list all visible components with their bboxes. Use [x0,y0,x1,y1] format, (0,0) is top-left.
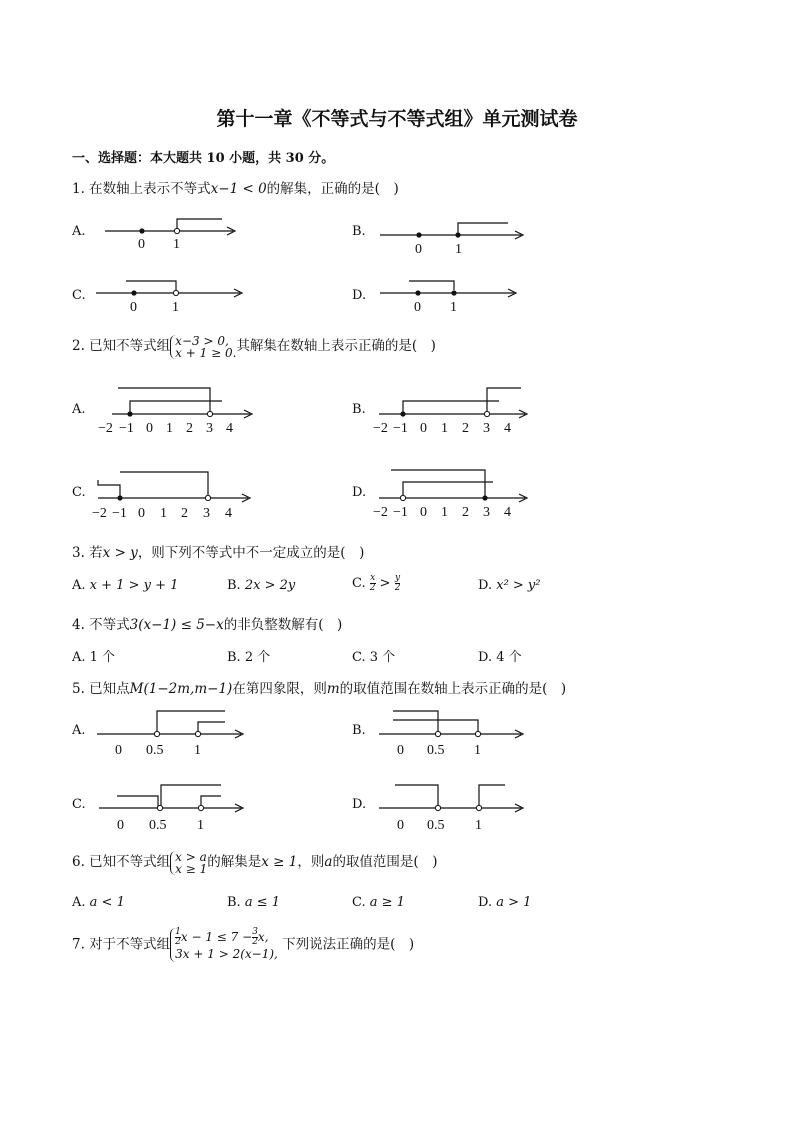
q1-number-line-d [378,274,528,314]
svg-text:2: 2 [181,506,188,521]
svg-text:0: 0 [420,505,427,520]
svg-text:0.5: 0.5 [146,743,164,758]
q1-option-d-label[interactable]: D. [352,288,367,303]
svg-text:1: 1 [441,421,448,436]
svg-text:1: 1 [160,506,167,521]
svg-text:0: 0 [397,743,404,758]
q5-option-c-label[interactable]: C. [72,797,86,812]
q2-option-c-label[interactable]: C. [72,485,86,500]
q1-number-line-a [100,212,250,252]
q4-option-a[interactable]: A. 1 个 [72,650,116,665]
q1-number-line-c [92,274,252,314]
svg-text:1: 1 [197,818,204,832]
svg-text:1: 1 [474,743,481,758]
q2-option-a-label[interactable]: A. [72,402,86,417]
q2-number-line-d [373,466,538,522]
q6-option-c[interactable]: C. a ≥ 1 [352,895,405,910]
svg-text:0.5: 0.5 [427,743,445,758]
svg-text:−1: −1 [112,506,127,521]
svg-text:−1: −1 [393,505,408,520]
svg-text:3: 3 [483,421,490,436]
q4-option-c[interactable]: C. 3 个 [352,650,396,665]
q1-option-b-label[interactable]: B. [352,224,366,239]
q3-option-d[interactable]: D. x² > y² [478,578,541,593]
svg-text:3: 3 [206,421,213,436]
svg-text:1: 1 [475,818,482,832]
svg-text:−1: −1 [393,421,408,436]
q3-option-a[interactable]: A. x + 1 > y + 1 [72,578,179,593]
question-4-stem: 4. 不等式3(x−1) ≤ 5−x的非负整数解有( ) [72,617,343,633]
tick-1: 1 [455,242,462,257]
svg-text:4: 4 [504,421,511,436]
svg-text:2: 2 [462,421,469,436]
question-7-stem: 7. 对于不等式组 $\frac{1}{2}$ x − 1 ≤ 7 − $\frac{3}{2}$ x, 3x + 1 > 2(x−1), 下列说法正确的是( ) [72,927,415,961]
q2-number-line-a [98,382,263,438]
svg-text:3: 3 [483,505,490,520]
svg-text:0: 0 [420,421,427,436]
q5-option-b-label[interactable]: B. [352,723,366,738]
q3-option-b[interactable]: B. 2x > 2y [227,578,296,593]
svg-text:−2: −2 [98,421,113,436]
q2-number-line-c [92,466,262,522]
section-heading: 一、选择题：本大题共 10 小题，共 30 分。 [72,151,335,166]
q5-number-line-c [95,780,250,832]
tick-0: 0 [415,242,422,257]
q2-number-line-b [373,382,538,438]
tick-0: 0 [414,300,421,314]
svg-text:4: 4 [225,506,232,521]
tick-1: 1 [172,300,179,314]
q5-number-line-b [375,706,530,758]
q5-option-d-label[interactable]: D. [352,797,367,812]
q6-option-d[interactable]: D. a > 1 [478,895,532,910]
svg-text:2: 2 [186,421,193,436]
svg-text:0: 0 [146,421,153,436]
q4-option-b[interactable]: B. 2 个 [227,650,271,665]
svg-text:1: 1 [166,421,173,436]
svg-text:0: 0 [397,818,404,832]
svg-text:−2: −2 [373,505,388,520]
svg-text:0.5: 0.5 [149,818,167,832]
q5-option-a-label[interactable]: A. [72,723,86,738]
svg-text:0: 0 [117,818,124,832]
svg-text:0: 0 [115,743,122,758]
question-3-stem: 3. 若x > y，则下列不等式中不一定成立的是( ) [72,545,365,561]
svg-text:1: 1 [441,505,448,520]
tick-0: 0 [138,237,145,252]
page-title: 第十一章《不等式与不等式组》单元测试卷 [216,108,578,130]
q1-option-c-label[interactable]: C. [72,288,86,303]
svg-text:4: 4 [226,421,233,436]
question-2-stem: 2. 已知不等式组 x−3 > 0, x + 1 ≥ 0.其解集在数轴上表示正确的是( ) [72,333,436,360]
q3-option-c[interactable]: C. $\frac{x}{2}$ > $\frac{y}{2}$ [352,573,401,593]
svg-text:−2: −2 [92,506,107,521]
svg-text:3: 3 [203,506,210,521]
tick-0: 0 [130,300,137,314]
svg-text:−2: −2 [373,421,388,436]
q5-number-line-d [375,780,530,832]
svg-text:0: 0 [138,506,145,521]
q5-number-line-a [95,706,250,758]
q1-option-a-label[interactable]: A. [72,224,86,239]
svg-text:4: 4 [504,505,511,520]
tick-1: 1 [173,237,180,252]
q1-number-line-b [378,218,528,258]
svg-text:2: 2 [462,505,469,520]
svg-text:−1: −1 [119,421,134,436]
q4-option-d[interactable]: D. 4 个 [478,650,522,665]
question-6-stem: 6. 已知不等式组 x > a x ≥ 1的解集是x ≥ 1，则a的取值范围是( ) [72,849,438,876]
svg-text:0.5: 0.5 [427,818,445,832]
question-1-stem: 1. 在数轴上表示不等式x−1 < 0的解集，正确的是( ) [72,181,399,197]
q6-option-a[interactable]: A. a < 1 [72,895,125,910]
q2-option-d-label[interactable]: D. [352,485,367,500]
q6-option-b[interactable]: B. a ≤ 1 [227,895,281,910]
q2-option-b-label[interactable]: B. [352,402,366,417]
question-5-stem: 5. 已知点M(1−2m,m−1)在第四象限，则m的取值范围在数轴上表示正确的是( ) [72,681,567,697]
tick-1: 1 [450,300,457,314]
svg-text:1: 1 [194,743,201,758]
